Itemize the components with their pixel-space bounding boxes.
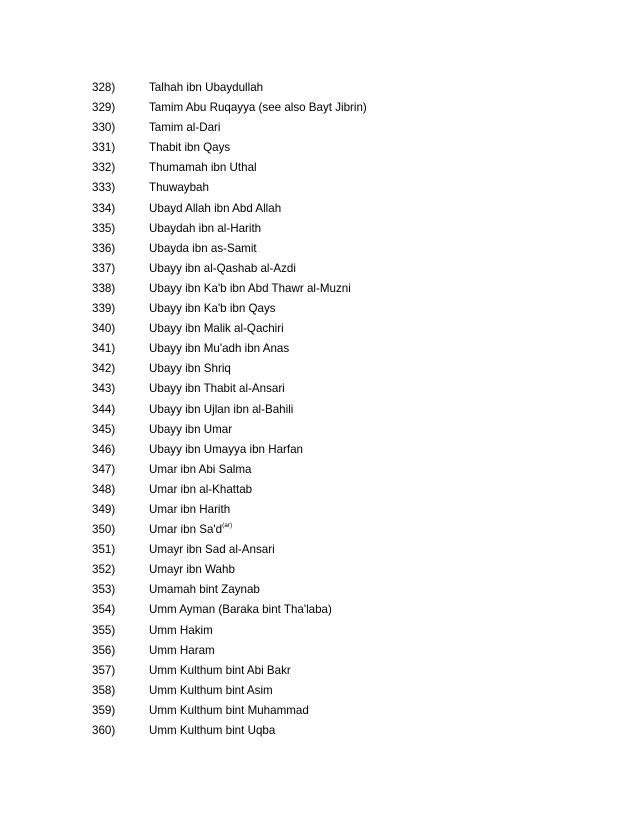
list-item-name-text: Umm Kulthum bint Uqba (149, 724, 276, 737)
list-item-number: 356) (92, 643, 116, 657)
list-item-name-text: Ubayd Allah ibn Abd Allah (149, 201, 282, 215)
list-item (92, 681, 367, 701)
list-item-number: 349) (92, 502, 116, 516)
list-item-number: 344) (92, 402, 116, 416)
list-item-number: 352) (92, 563, 116, 577)
list-item-number: 341) (92, 342, 116, 356)
list-item-name (149, 420, 232, 440)
list-item-number: 359) (92, 703, 116, 717)
list-item-name-text: Umar ibn al-Khattab (149, 482, 253, 496)
list-item-name (149, 400, 293, 420)
list-item-name (149, 199, 281, 219)
list-item (92, 721, 367, 741)
list-item-name-text: Ubayy ibn Umar (149, 422, 233, 436)
list-item-name (149, 178, 209, 198)
list-item-number: 330) (92, 121, 116, 135)
list-item-name-text: Thabit ibn Qays (149, 141, 231, 155)
list-item-name (149, 219, 261, 239)
list-item-name-text: Ubayy ibn al-Qashab al-Azdi (149, 261, 296, 275)
list-item-name-text: Ubayda ibn as-Samit (149, 241, 257, 255)
list-item (92, 701, 367, 721)
list-item (92, 540, 367, 560)
list-item-name-text: Thumamah ibn Uthal (149, 161, 257, 175)
list-item-name-text: Umar ibn Abi Salma (149, 462, 252, 476)
list-item-name-text: Umm Haram (149, 643, 215, 657)
list-item (92, 199, 367, 219)
list-item (92, 239, 367, 259)
list-item-name (149, 299, 276, 319)
list-item-name (149, 500, 230, 520)
list-item-number: 331) (92, 141, 116, 155)
list-item (92, 460, 367, 480)
list-item-number: 346) (92, 442, 116, 456)
list-item-number: 340) (92, 322, 116, 336)
list-item-number: 334) (92, 201, 116, 215)
list-item-superscript: (ar) (222, 522, 233, 530)
list-item (92, 78, 367, 98)
list-item (92, 661, 367, 681)
list-item-name (149, 98, 367, 118)
list-item (92, 319, 367, 339)
list-item-name (149, 721, 275, 741)
list-item-name-text: Umamah bint Zaynab (149, 583, 260, 597)
list-item (92, 420, 367, 440)
list-item-name-text: Tamim al-Dari (149, 121, 221, 135)
list-item-name (149, 118, 221, 138)
list-item-name-text: Umayr ibn Wahb (149, 563, 235, 577)
list-item-name (149, 480, 252, 500)
list-item-name (149, 560, 235, 580)
list-item-name-text: Umayr ibn Sad al-Ansari (149, 543, 275, 557)
list-item-name (149, 681, 273, 701)
list-item-number: 339) (92, 302, 116, 316)
list-item-name-text: Umm Hakim (149, 623, 213, 637)
list-item-name (149, 239, 257, 259)
list-item-number: 351) (92, 543, 116, 557)
list-item-name-text: Talhah ibn Ubaydullah (149, 81, 264, 94)
list-item (92, 379, 367, 399)
list-item-number: 335) (92, 221, 116, 235)
list-item (92, 621, 367, 641)
list-item-name (149, 580, 260, 600)
list-item-name-text: Thuwaybah (149, 181, 209, 195)
list-item-name-text: Ubayy ibn Malik al-Qachiri (149, 322, 284, 336)
numbered-name-list (92, 78, 367, 741)
list-item-number: 337) (92, 261, 116, 275)
list-item (92, 279, 367, 299)
list-item (92, 440, 367, 460)
list-item-name-text: Ubayy ibn Ujlan ibn al-Bahili (149, 402, 294, 416)
list-item-name-text: Ubayy ibn Ka'b ibn Qays (149, 302, 276, 316)
list-item-name (149, 379, 285, 399)
list-item (92, 178, 367, 198)
list-item-number: 354) (92, 603, 116, 617)
list-item-name-text: Ubayy ibn Shriq (149, 362, 231, 376)
list-item-name-text: Ubaydah ibn al-Harith (149, 221, 262, 235)
list-item-name (149, 540, 275, 560)
list-item-number: 347) (92, 462, 116, 476)
list-item (92, 98, 367, 118)
list-item-name (149, 78, 263, 98)
list-item-name (149, 359, 231, 379)
list-item-number: 345) (92, 422, 116, 436)
list-item-name (149, 621, 213, 641)
list-item-name (149, 600, 332, 620)
list-item-name (149, 339, 289, 359)
list-item-number: 357) (92, 663, 116, 677)
list-item-number: 353) (92, 583, 116, 597)
list-item-number: 355) (92, 623, 116, 637)
list-item-name (149, 259, 296, 279)
list-item-number: 342) (92, 362, 116, 376)
list-item (92, 500, 367, 520)
list-item (92, 359, 367, 379)
list-item-number: 328) (92, 81, 116, 94)
list-item-name-text: Ubayy ibn Mu'adh ibn Anas (149, 342, 290, 356)
list-item (92, 219, 367, 239)
list-item-name (149, 460, 251, 480)
list-item-name-text: Umm Kulthum bint Muhammad (149, 703, 309, 717)
list-item (92, 118, 367, 138)
list-item-number: 332) (92, 161, 116, 175)
list-item-name-text: Ubayy ibn Umayya ibn Harfan (149, 442, 304, 456)
list-item (92, 480, 367, 500)
list-item (92, 641, 367, 661)
list-item-name-text: Umar ibn Sa'd (149, 523, 223, 537)
list-item-name-text: Umm Kulthum bint Asim (149, 683, 273, 697)
list-item-name (149, 701, 309, 721)
list-item (92, 339, 367, 359)
list-item (92, 299, 367, 319)
list-item (92, 259, 367, 279)
list-item-number: 343) (92, 382, 116, 396)
list-item-name-text: Umar ibn Harith (149, 502, 231, 516)
list-item-number: 358) (92, 683, 116, 697)
list-item-number: 329) (92, 101, 116, 115)
list-item-name-text: Umm Kulthum bint Abi Bakr (149, 663, 291, 677)
list-item-name (149, 158, 257, 178)
list-item-number: 336) (92, 241, 116, 255)
list-item (92, 580, 367, 600)
list-item (92, 560, 367, 580)
list-item-number: 338) (92, 281, 116, 295)
list-item (92, 520, 367, 540)
list-item-name (149, 641, 215, 661)
list-item-number: 360) (92, 724, 116, 737)
list-item-number: 333) (92, 181, 116, 195)
list-item (92, 158, 367, 178)
list-item-number: 350) (92, 523, 116, 537)
list-item-name-text: Ubayy ibn Ka'b ibn Abd Thawr al-Muzni (149, 281, 351, 295)
list-item (92, 600, 367, 620)
list-item-name-text: Ubayy ibn Thabit al-Ansari (149, 382, 285, 396)
list-item-name (149, 661, 291, 681)
list-item-name-text: Umm Ayman (Baraka bint Tha'laba) (149, 603, 332, 617)
list-item-number: 348) (92, 482, 116, 496)
list-item-name (149, 319, 284, 339)
list-item-name (149, 138, 230, 158)
list-item-name (149, 440, 303, 460)
list-item-name (149, 520, 232, 540)
list-item (92, 400, 367, 420)
list-item (92, 138, 367, 158)
list-item-name-text: Tamim Abu Ruqayya (see also Bayt Jibrin) (149, 101, 367, 115)
list-item-name (149, 279, 351, 299)
